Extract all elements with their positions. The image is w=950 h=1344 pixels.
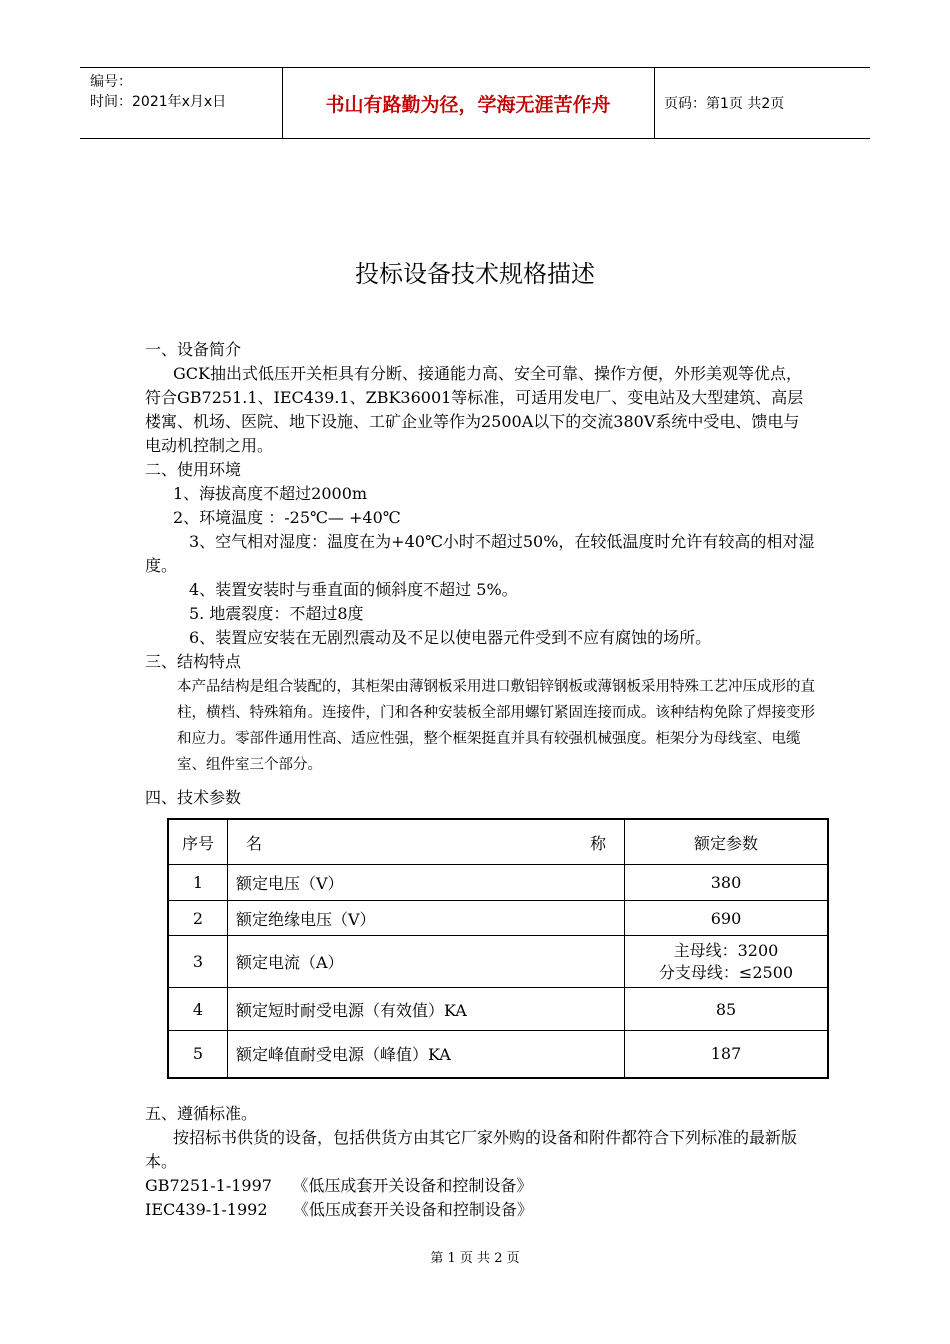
row-number: 5 [168,1031,228,1078]
document-title: 投标设备技术规格描述 [355,260,595,288]
list-item: 2、环境温度 ：-25℃— +40℃ [173,508,401,527]
header-meta [90,72,280,112]
parameters-table [167,818,829,1079]
standard-item: IEC439-1-1992 《低压成套开关设备和控制设备》 [145,1200,533,1219]
list-item: 3、空气相对湿度：温度在为+40℃小时不超过50%，在较低温度时允许有较高的相对湿度。 [145,532,815,575]
column-header-value: 额定参数 [625,819,829,865]
row-name: 额定电流（A） [228,936,625,988]
table-row [168,988,828,1031]
list-item: 4、装置安装时与垂直面的倾斜度不超过 5%。 [189,580,518,599]
row-value-line: 分支母线：≤2500 [658,962,794,982]
row-number: 2 [168,901,228,936]
row-value: 187 [625,1031,829,1078]
row-value [625,936,829,988]
row-number: 4 [168,988,228,1031]
table-row [168,1031,828,1078]
column-header-number: 序号 [168,819,228,865]
section-paragraph: 本产品结构是组合装配的，其柜架由薄钢板采用进口敷铝锌钢板或薄钢板采用特殊工艺冲压成形的直柱，横档、特殊箱角。连接件，门和各种安装板全部用螺钉紧固连接而成。该种结构免除了焊接变形和应力。零部件通用性高、适应性强，整个框架挺直并具有较强机械强度。柜架分为母线室、电缆室、组件室三个部分。 [177,679,815,773]
list-item: 1、海拔高度不超过2000m [173,484,368,503]
column-header-name-b: 称 [589,833,606,853]
row-number: 3 [168,936,228,988]
document-body-continued [145,1102,815,1222]
section-heading: 四、技术参数 [145,788,242,807]
header-divider [654,68,655,138]
header-page-number: 页码：第1页 共2页 [664,96,785,112]
row-name: 额定电压（V） [228,865,625,901]
code-label: 编号： [90,74,132,90]
section-heading: 二、使用环境 [145,460,242,479]
table-row [168,865,828,901]
row-name: 额定短时耐受电源（有效值）KA [228,988,625,1031]
time-label: 时间：2021年x月x日 [90,94,227,110]
table-header-row [168,819,828,865]
row-number: 1 [168,865,228,901]
row-name: 额定峰值耐受电源（峰值）KA [228,1031,625,1078]
row-name: 额定绝缘电压（V） [228,901,625,936]
document-body [145,338,815,810]
column-header-name-a: 名 [246,833,263,853]
standard-item: GB7251-1-1997 《低压成套开关设备和控制设备》 [145,1176,533,1195]
section-paragraph: GCK抽出式低压开关柜具有分断、接通能力高、安全可靠、操作方便，外形美观等优点，符合GB7251.1、IEC439.1、ZBK36001等标准，可适用发电厂、变电站及大型建筑、高层楼寓、机场、医院、地下设施、工矿企业等作为2500A以下的交流380V系统中受电、馈电与电动机控制之用。 [145,364,804,455]
row-value: 380 [625,865,829,901]
section-heading: 五、遵循标准。 [145,1104,258,1123]
table-row [168,901,828,936]
table-row [168,936,828,988]
list-item: 5. 地震裂度：不超过8度 [189,604,364,623]
column-header-name [228,819,625,865]
section-heading: 一、设备简介 [145,340,242,359]
row-value: 85 [625,988,829,1031]
page-header [80,67,870,139]
page-footer: 第 1 页 共 2 页 [430,1251,520,1266]
header-motto: 书山有路勤为径，学海无涯苦作舟 [325,93,611,116]
section-paragraph: 按招标书供货的设备，包括供货方由其它厂家外购的设备和附件都符合下列标准的最新版本。 [145,1128,798,1171]
row-value-line: 主母线：3200 [673,940,779,960]
row-value: 690 [625,901,829,936]
section-heading: 三、结构特点 [145,652,242,671]
list-item: 6、装置应安装在无剧烈震动及不足以使电器元件受到不应有腐蚀的场所。 [189,628,712,647]
